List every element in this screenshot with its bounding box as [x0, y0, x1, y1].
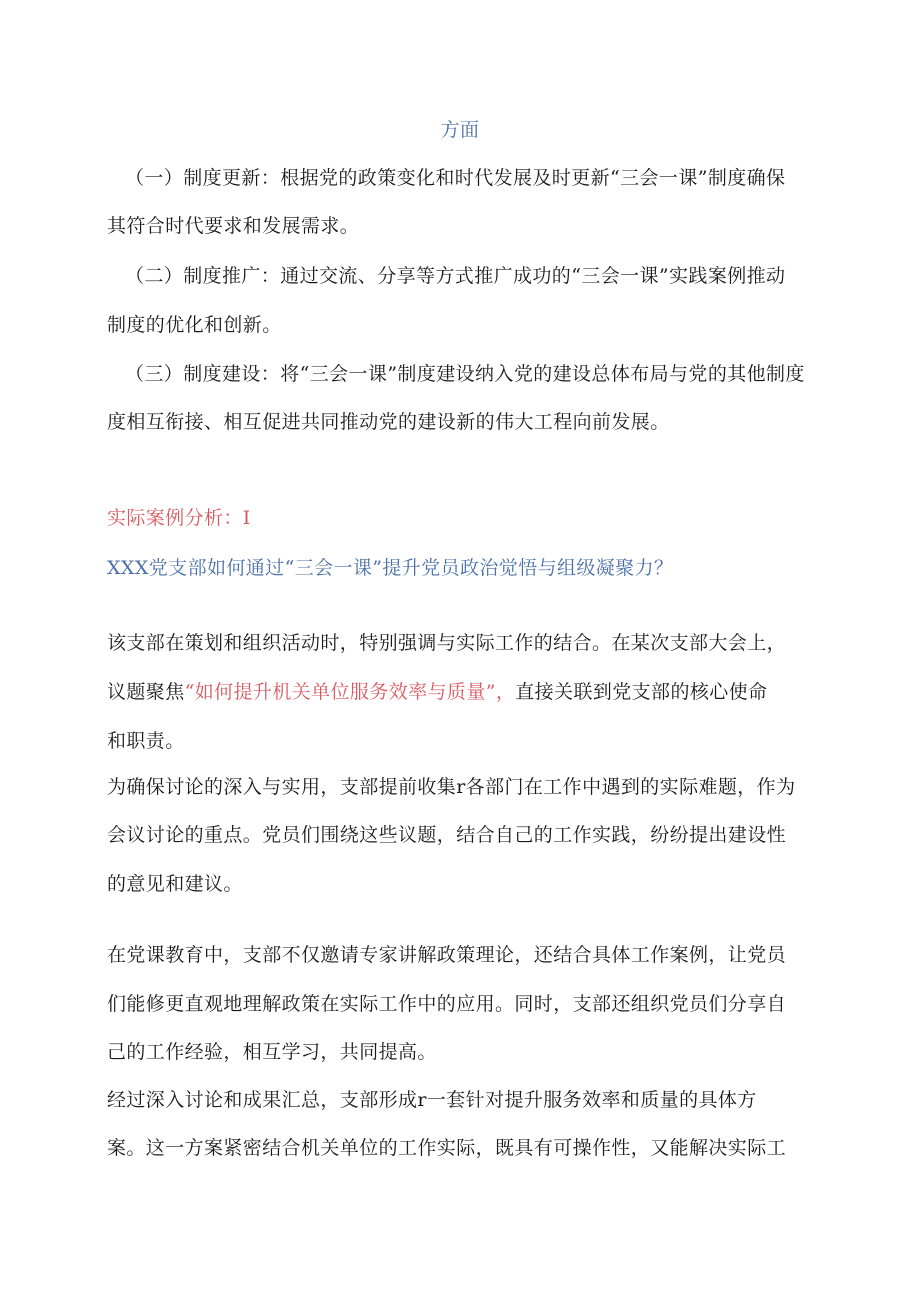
measure-1-line-2: 其符合时代要求和发展需求。 [107, 215, 360, 237]
paragraph-1-suffix: 直接关联到党支部的核心使命 [515, 681, 768, 703]
measure-3-line-1: （三）制度建设：将“三会一课”制度建设纳入党的建设总体布局与党的其他制度 [125, 363, 805, 385]
paragraph-2-line-2: 会议讨论的重点。党员们围绕这些议题，结合自己的工作实践，纷纷提出建设性 [107, 824, 787, 846]
paragraph-1-line-1: 该支部在策划和组织活动时，特别强调与实际工作的结合。在某次支部大会上， [107, 632, 787, 654]
paragraph-3-line-3: 己的工作经验，相互学习，共同提高。 [107, 1041, 437, 1063]
paragraph-2-line-1: 为确保讨论的深入与实用，支部提前收集r各部门在工作中遇到的实际难题，作为 [107, 776, 796, 798]
paragraph-4-line-1: 经过深入讨论和成果汇总，支部形成r一套针对提升服务效率和质量的具体方 [107, 1089, 757, 1111]
paragraph-1-line-2 [107, 680, 827, 704]
case-label: 实际案例分析：I [107, 507, 251, 529]
measure-2-line-2: 制度的优化和创新。 [107, 314, 282, 336]
case-title: XXX党支部如何通过“三会一课”提升党员政治觉悟与组级凝聚力？ [107, 557, 674, 579]
paragraph-1-line-3: 和职责。 [107, 730, 185, 752]
paragraph-2-line-3: 的意见和建议。 [107, 873, 243, 895]
measure-1-line-1: （一）制度更新：根据党的政策变化和时代发展及时更新“三会一课”制度确保 [125, 167, 786, 189]
paragraph-4-line-2: 案。这一方案紧密结合机关单位的工作实际，既具有可操作性，又能解决实际工 [107, 1137, 787, 1159]
paragraph-1-highlight: “如何提升机关单位服务效率与质量”， [184, 681, 516, 703]
paragraph-1-prefix: 议题聚焦 [107, 681, 185, 703]
measure-2-line-1: （二）制度推广：通过交流、分享等方式推广成功的“三会一课”实践案例推动 [125, 265, 786, 287]
paragraph-3-line-2: 们能修更直观地理解政策在实际工作中的应用。同时，支部还组织党员们分享自 [107, 993, 787, 1015]
paragraph-3-line-1: 在党课教育中，支部不仅邀请专家讲解政策理论，还结合具体工作案例，让党员 [107, 944, 787, 966]
section-heading: 方面 [440, 119, 480, 141]
measure-3-line-2: 度相互衔接、相互促进共同推动党的建设新的伟大工程向前发展。 [107, 411, 670, 433]
